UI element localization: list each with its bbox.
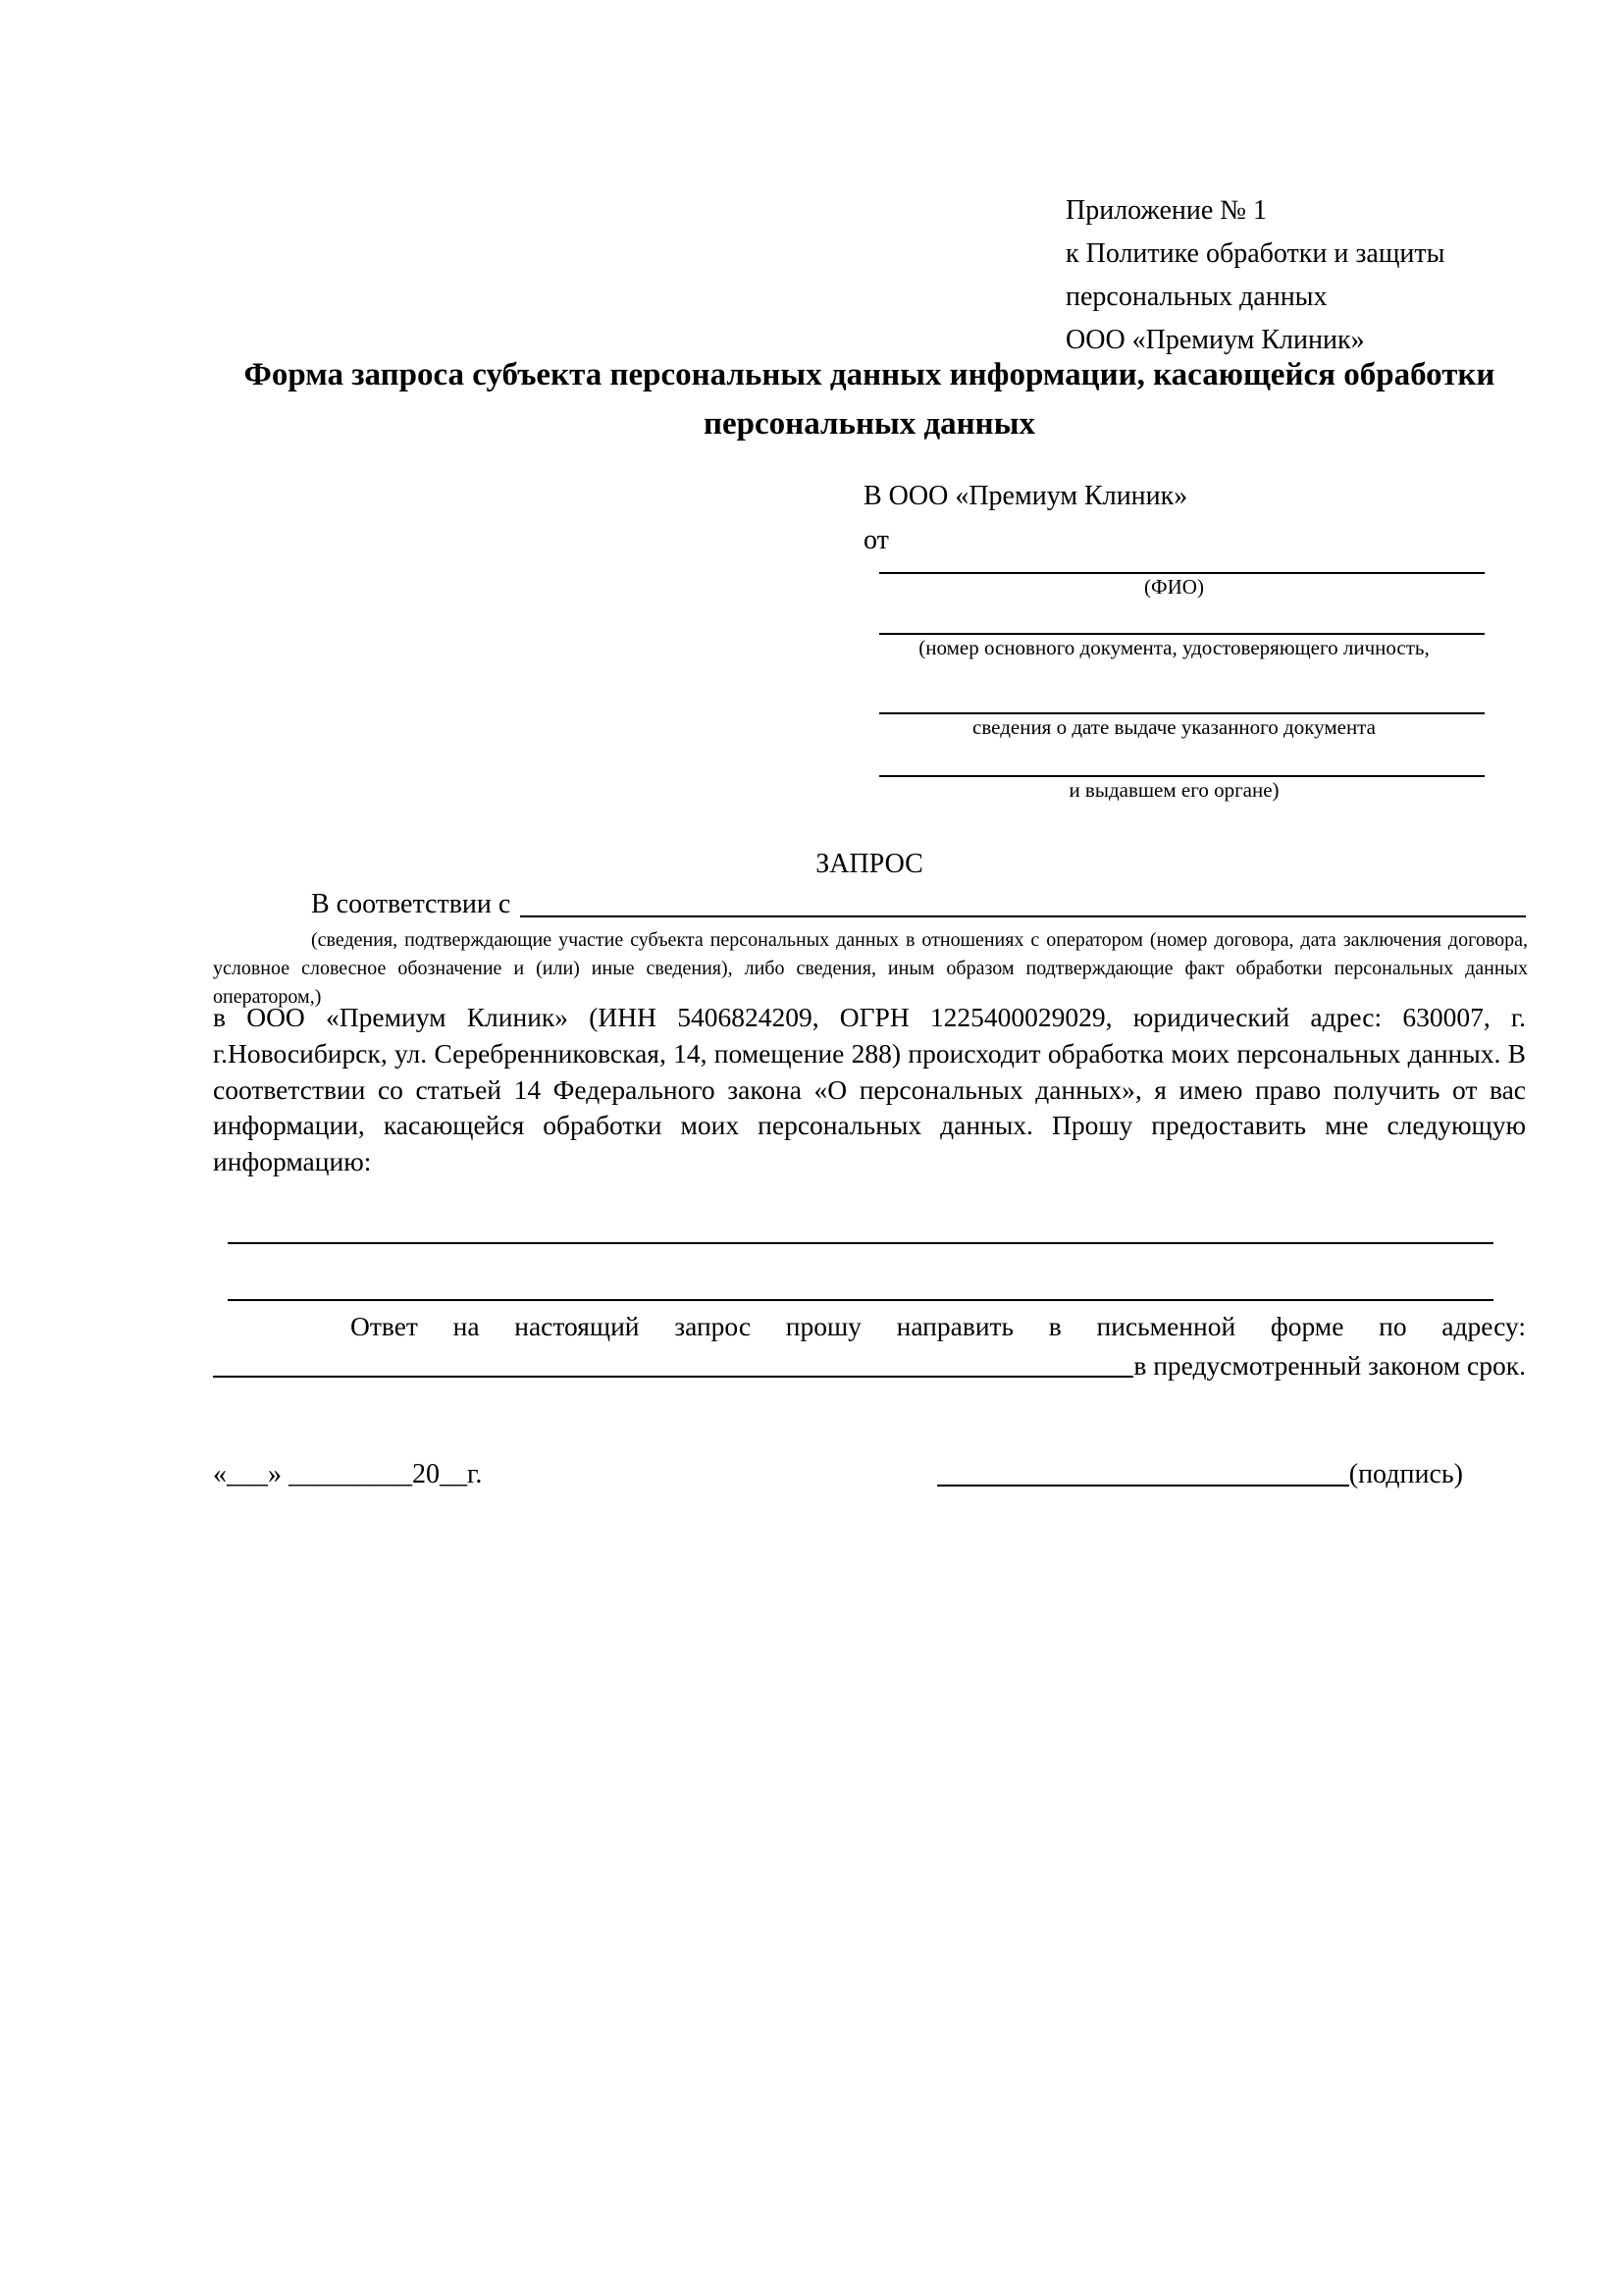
doc-authority-caption: и выдавшем его органе) [1069,778,1280,802]
intro-prefix-text: В соответствии с [311,889,511,919]
document-title: Форма запроса субъекта персональных данных информации, касающейся обработки персональных данных [243,357,1495,442]
fio-caption: (ФИО) [1144,575,1204,599]
doc-number-caption: (номер основного документа, удостоверяющего личность, [918,636,1430,659]
appendix-line: Приложение № 1 [1066,195,1267,226]
footnote-paragraph: (сведения, подтверждающие участие субъекта персональных данных в отношениях с оператором (номер договора, дата заключения договора, условное словесное обозначение и (или) иные сведения), либо сведения, иным образом подтверждающие факт обработки персональных данных оператором,) [213,929,1528,1008]
address-blank-line [213,1347,1133,1378]
signature-blank-line [937,1485,1349,1487]
body-paragraph: в ООО «Премиум Клиник» (ИНН 5406824209, ОГРН 1225400029029, юридический адрес: 630007, г. г.Новосибирск, ул. Серебренниковская, 14, помещение 288) происходит обработка моих персональных данных. В соответствии со статьей 14 Федерального закона «О персональных данных», я имею право получить от вас информации, касающейся обработки моих персональных данных. Прошу предоставить мне следующую информацию: [213,1002,1526,1177]
info-blank-line-2 [228,1299,1493,1301]
doc-date-caption: сведения о дате выдаче указанного документа [972,715,1376,739]
signature-caption: (подпись) [1348,1459,1463,1489]
info-blank-line-1 [228,1242,1493,1244]
appendix-line: ООО «Премиум Клиник» [1066,325,1365,355]
addressee-from-label: от [864,525,889,555]
signature-row [213,1456,1526,1493]
request-heading: ЗАПРОС [815,849,923,879]
intro-line [213,886,1526,923]
appendix-block [1066,189,1444,362]
addressee-to-line: В ООО «Премиум Клиник» [864,481,1188,511]
appendix-line: к Политике обработки и защиты [1066,238,1445,269]
appendix-line: персональных данных [1066,282,1328,312]
date-blank-field: «___» _________20__г. [213,1459,483,1489]
reply-paragraph [213,1308,1526,1383]
reply-sentence: Ответ на настоящий запрос прошу направить в письменной форме по адресу: [350,1311,1526,1341]
intro-blank-line [520,886,1526,917]
reply-address-line [213,1347,1526,1383]
reply-suffix-text: в предусмотренный законом срок. [1133,1350,1526,1381]
addressee-block [864,474,1485,803]
